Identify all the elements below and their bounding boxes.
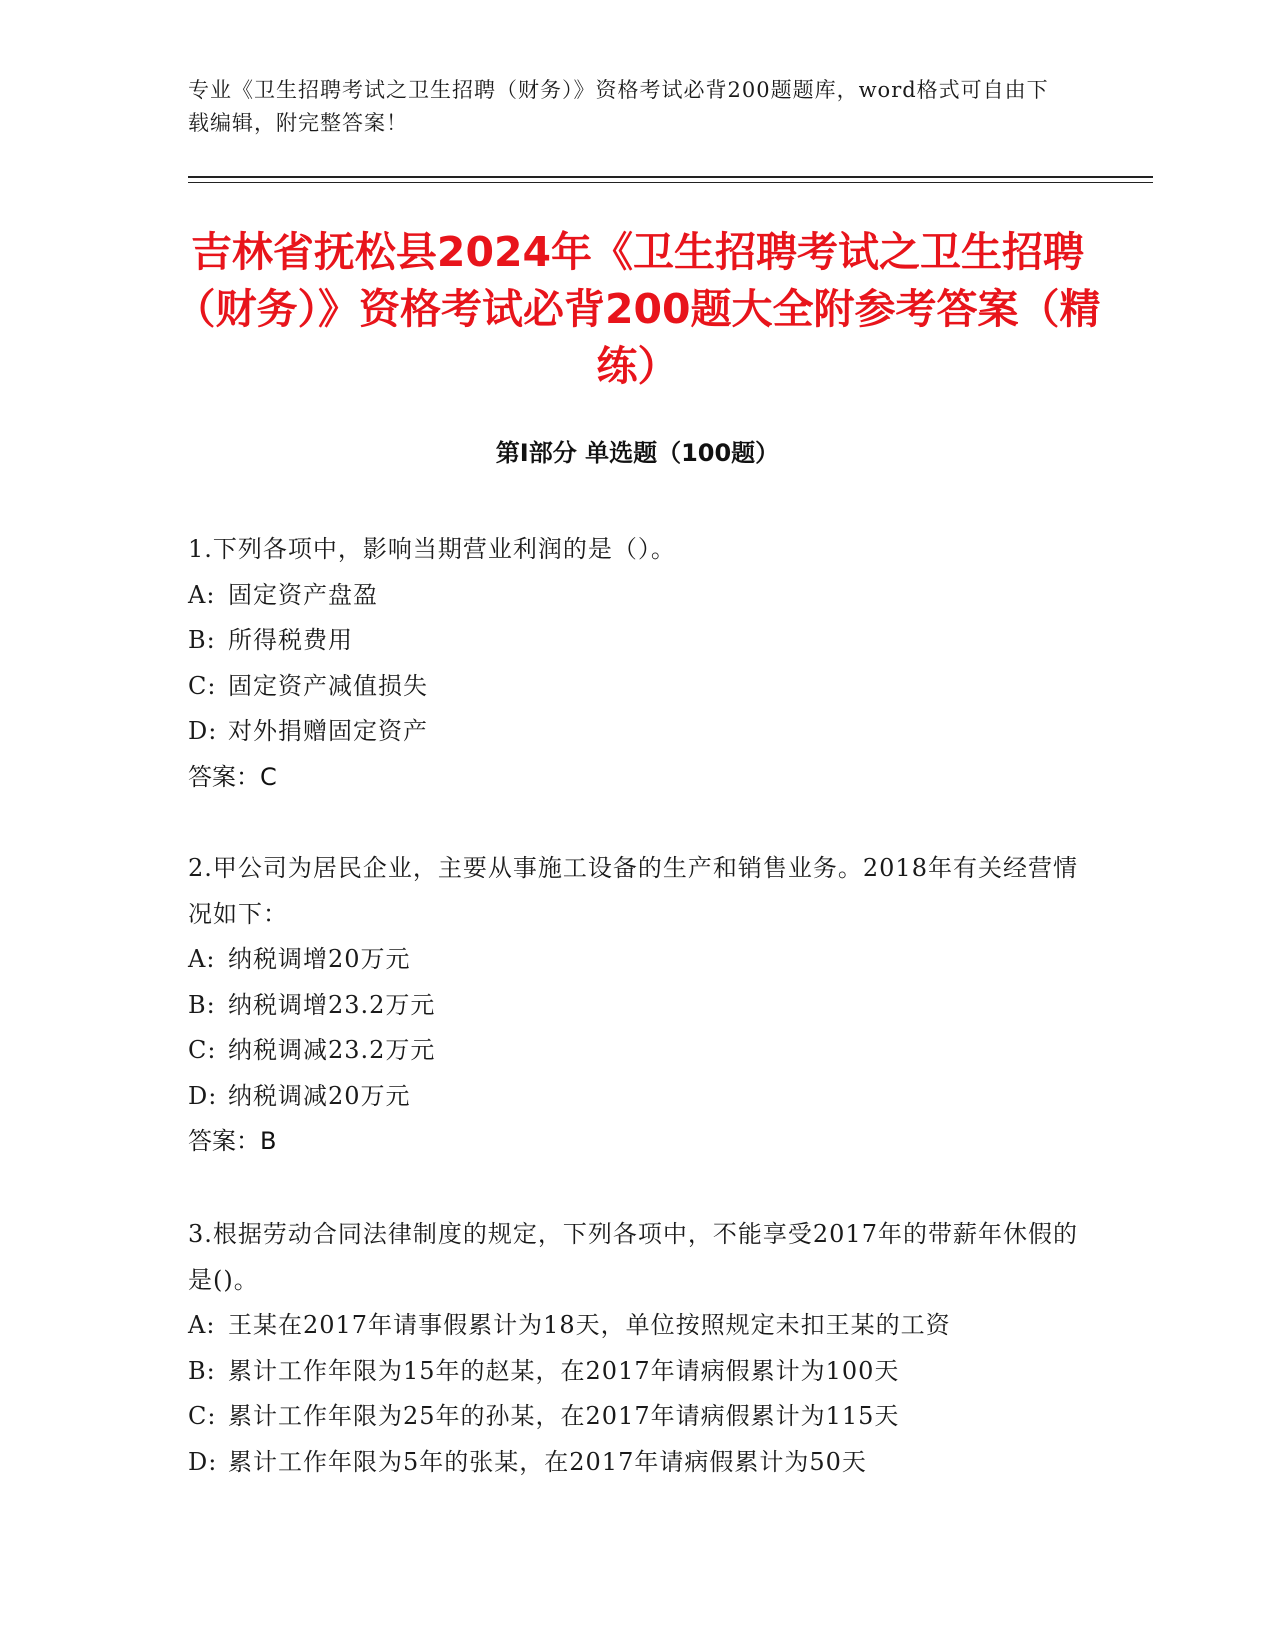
option-text: 固定资产减值损失 bbox=[228, 671, 428, 700]
option-key: A: bbox=[188, 580, 216, 609]
option-text: 累计工作年限为15年的赵某，在2017年请病假累计为100天 bbox=[228, 1356, 900, 1385]
header-note: 专业《卫生招聘考试之卫生招聘（财务）》资格考试必背200题题库，word格式可自由下载编辑，附完整答案！ bbox=[188, 78, 1049, 135]
option-key: A: bbox=[188, 945, 216, 973]
option-text: 纳税调减23.2万元 bbox=[228, 1036, 436, 1064]
option-text: 纳税调增23.2万元 bbox=[228, 990, 436, 1019]
option-c bbox=[188, 1028, 1088, 1074]
option-b bbox=[188, 983, 1088, 1029]
option-text: 累计工作年限为5年的张某，在2017年请病假累计为50天 bbox=[228, 1447, 867, 1476]
option-c bbox=[188, 664, 1088, 710]
option-key: B: bbox=[188, 626, 216, 654]
question-3 bbox=[188, 1212, 1088, 1485]
option-key: C: bbox=[188, 671, 217, 700]
option-key: B: bbox=[188, 1356, 216, 1385]
option-a bbox=[188, 937, 1088, 983]
option-text: 所得税费用 bbox=[228, 626, 353, 654]
option-a bbox=[188, 1303, 1088, 1349]
header-divider-thin bbox=[188, 182, 1153, 183]
option-a bbox=[188, 573, 1088, 619]
option-text: 累计工作年限为25年的孙某，在2017年请病假累计为115天 bbox=[228, 1402, 900, 1430]
answer-line: 答案：C bbox=[188, 762, 277, 791]
option-text: 固定资产盘盈 bbox=[228, 580, 378, 609]
option-c bbox=[188, 1394, 1088, 1440]
option-text: 对外捐赠固定资产 bbox=[228, 717, 428, 745]
question-stem: 1.下列各项中，影响当期营业利润的是（）。 bbox=[188, 535, 676, 563]
option-text: 王某在2017年请事假累计为18天，单位按照规定未扣王某的工资 bbox=[228, 1311, 951, 1339]
option-text: 纳税调增20万元 bbox=[228, 945, 411, 973]
question-2 bbox=[188, 846, 1088, 1165]
option-key: C: bbox=[188, 1036, 217, 1064]
option-key: D: bbox=[188, 1081, 218, 1110]
document-title: 吉林省抚松县2024年《卫生招聘考试之卫生招聘（财务）》资格考试必背200题大全附参考答案（精练） bbox=[174, 228, 1101, 390]
option-key: B: bbox=[188, 990, 216, 1019]
option-key: D: bbox=[188, 1447, 218, 1476]
option-d bbox=[188, 709, 1088, 755]
option-key: A: bbox=[188, 1311, 216, 1339]
header-divider-thick bbox=[188, 176, 1153, 178]
question-stem: 2.甲公司为居民企业，主要从事施工设备的生产和销售业务。2018年有关经营情况如下： bbox=[188, 854, 1078, 928]
question-stem: 3.根据劳动合同法律制度的规定，下列各项中，不能享受2017年的带薪年休假的是()。 bbox=[188, 1220, 1078, 1294]
question-1 bbox=[188, 527, 1088, 800]
option-d bbox=[188, 1440, 1088, 1486]
answer-line: 答案：B bbox=[188, 1127, 277, 1155]
option-b bbox=[188, 1349, 1088, 1395]
option-d bbox=[188, 1074, 1088, 1120]
option-key: D: bbox=[188, 717, 218, 745]
section-title: 第Ⅰ部分 单选题（100题） bbox=[495, 439, 780, 467]
option-b bbox=[188, 618, 1088, 664]
option-key: C: bbox=[188, 1402, 217, 1430]
option-text: 纳税调减20万元 bbox=[228, 1081, 411, 1110]
